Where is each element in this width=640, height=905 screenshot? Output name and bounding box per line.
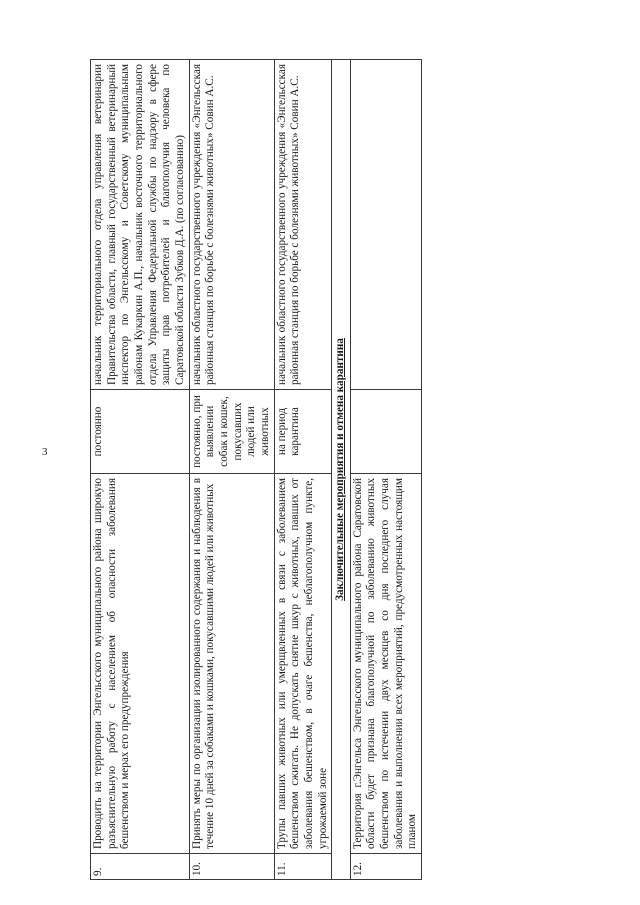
plan-table-rotated bbox=[90, 60, 600, 880]
row-number: 10. bbox=[189, 854, 274, 880]
row-number: 12. bbox=[350, 854, 421, 880]
section-header-row bbox=[332, 60, 351, 880]
row-number: 11. bbox=[274, 854, 332, 880]
table-row bbox=[350, 60, 421, 880]
term-cell: постоянно bbox=[91, 390, 190, 474]
table-row bbox=[91, 60, 190, 880]
row-number: 9. bbox=[91, 854, 190, 880]
action-cell: Территория г.Энгельса Энгельсского муниципального района Саратовской области будет признана благополучной по заболеванию животных бешенством по истечении двух месяцев со дня последнего случая заболевания и выполнении всех мероприятий, предусмотренных настоящим планом bbox=[350, 474, 421, 854]
section-title: Заключительные мероприятия и отмена карантина bbox=[332, 60, 351, 880]
responsible-cell: начальник областного государственного учреждения «Энгельсская районная станция по борьбе с болезнями животных» Совин А.С. bbox=[274, 60, 332, 390]
action-cell: Проводить на территории Энгельсского муниципального района широкую разъяснительную работу с населением об опасности заболевания бешенством и мерах его предупреждения bbox=[91, 474, 190, 854]
responsible-cell: начальник областного государственного учреждения «Энгельсская районная станция по борьбе с болезнями животных» Совин А.С. bbox=[189, 60, 274, 390]
action-cell: Принять меры по организации изолированного содержания и наблюдения в течение 10 дней за собаками и кошками, покусавшими людей или животных bbox=[189, 474, 274, 854]
term-cell bbox=[350, 390, 421, 474]
term-cell: на период карантина bbox=[274, 390, 332, 474]
term-cell: постоянно, при выявлении собак и кошек, покусавших людей или животных bbox=[189, 390, 274, 474]
responsible-cell: начальник территориального отдела управления ветеринарии Правительства области, главный государственный ветеринарный инспектор по Энгельсскому и Советскому муниципальным районам Кукаркин А.П., начальник восточного территориального отдела Управления Федеральной службы по надзору в сфере защиты прав потребителей и благополучия человека по Саратовской области Зубков Д.А. (по согласованию) bbox=[91, 60, 190, 390]
responsible-cell bbox=[350, 60, 421, 390]
plan-table bbox=[90, 59, 422, 880]
table-row bbox=[189, 60, 274, 880]
action-cell: Трупы павших животных или умерщвленных в связи с заболеванием бешенством сжигать. Не допускать снятие шкур с животных, павших от заболевания бешенством, в очаге бешенства, неблагополучном пункте, угрожаемой зоне bbox=[274, 474, 332, 854]
table-row bbox=[274, 60, 332, 880]
page-number: 3 bbox=[42, 446, 48, 458]
